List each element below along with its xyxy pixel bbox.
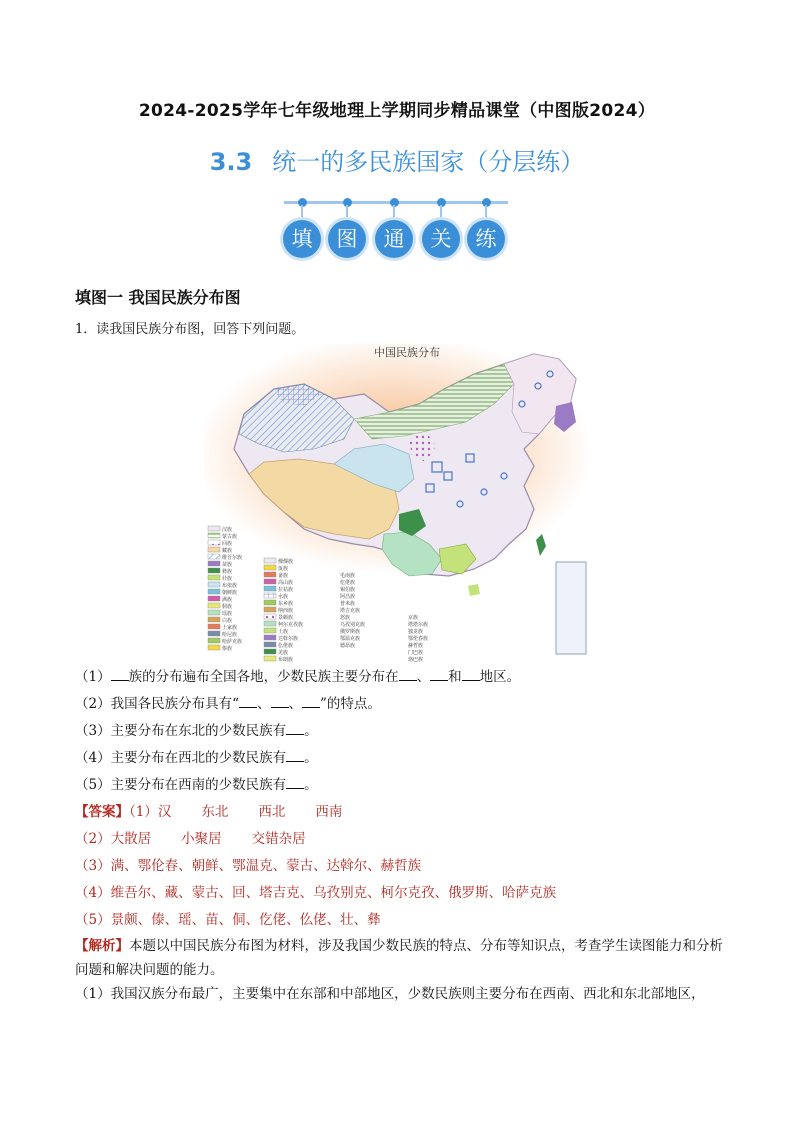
- legend-label: 哈萨克族: [222, 639, 243, 645]
- document-title: 2024-2025学年七年级地理上学期同步精品课堂（中图版2024）: [138, 101, 656, 121]
- question-and-answer-block: [75, 664, 735, 1006]
- legend-label: 赫哲族: [408, 643, 424, 649]
- ethnic-distribution-map: [204, 344, 588, 662]
- q5-text: （5）主要分布在西南的少数民族有: [75, 777, 287, 793]
- answer-value: 交错杂居: [251, 831, 306, 847]
- legend-label: 鄂伦春族: [408, 636, 429, 642]
- answer-value: 西南: [315, 804, 343, 820]
- legend-label: 柯尔克孜族: [278, 622, 304, 628]
- lesson-title: [0, 142, 794, 177]
- banner-stem: [393, 205, 395, 221]
- question-2: [75, 691, 735, 718]
- south-sea-inset: [556, 562, 586, 654]
- legend-label: 鄂温克族: [340, 636, 361, 642]
- q5-end: 。: [304, 777, 318, 793]
- answer-2: [75, 826, 735, 853]
- banner-stem: [440, 205, 442, 221]
- legend-label: 壮族: [222, 576, 233, 582]
- legend-label: 哈尼族: [222, 632, 238, 638]
- legend-label: 塔吉克族: [340, 608, 361, 614]
- answer-blank[interactable]: [239, 695, 257, 708]
- answer-blank[interactable]: [271, 695, 289, 708]
- question-1: [75, 664, 735, 691]
- island-hainan: [468, 584, 480, 596]
- legend-label: 彝族: [222, 569, 233, 575]
- legend-label: 布依族: [222, 583, 238, 589]
- answer-blank[interactable]: [286, 749, 304, 762]
- analysis-paragraph-1: （1）我国汉族分布最广，主要集中在东部和中部地区，少数民族则主要分布在西南、西北和东北部地区，: [75, 986, 705, 1002]
- answer-3: （3）满、鄂伦春、朝鲜、鄂温克、蒙古、达斡尔、赫哲族: [75, 858, 422, 874]
- badge-tu: 图: [328, 220, 366, 258]
- badge-tong: 通: [375, 220, 413, 258]
- question-3: [75, 718, 735, 745]
- legend-label: 傈僳族: [278, 559, 294, 565]
- answer-value: 西北: [258, 804, 286, 820]
- answer-blank[interactable]: [462, 668, 480, 681]
- answer-blank[interactable]: [286, 722, 304, 735]
- question-4: [75, 745, 735, 772]
- q2-sep: 、: [288, 696, 302, 712]
- legend-label: 白族: [222, 618, 233, 624]
- legend-label: 景颇族: [278, 615, 294, 621]
- legend-label: 门巴族: [408, 650, 424, 656]
- legend-label: 高山族: [278, 580, 294, 586]
- q1-end: 地区。: [479, 669, 521, 685]
- legend-label: 傣族: [222, 646, 233, 652]
- legend-label: 毛南族: [340, 573, 356, 579]
- map-title: 中国民族分布: [374, 346, 440, 359]
- analysis: [75, 934, 735, 982]
- legend-label: 蒙古族: [222, 534, 238, 540]
- legend-label: 拉祜族: [278, 587, 294, 593]
- answer-5: （5）景颇、傣、瑶、苗、侗、仡佬、仫佬、壮、彝: [75, 912, 381, 928]
- legend-label: 畲族: [278, 573, 289, 579]
- analysis-label: 【解析】: [75, 938, 129, 954]
- answer-blank[interactable]: [399, 668, 417, 681]
- legend-label: 俄罗斯族: [340, 629, 361, 635]
- legend-label: 塔塔尔族: [408, 622, 429, 628]
- q1-and: 和: [448, 669, 462, 685]
- legend-label: 京族: [408, 615, 419, 621]
- banner-stem: [346, 205, 348, 221]
- legend-label: 藏族: [222, 548, 233, 554]
- q2-end: ”的特点。: [320, 696, 381, 712]
- badge-guan: 关: [422, 220, 460, 258]
- answer-value: 东北: [201, 804, 229, 820]
- answer-2-number: （2）: [75, 831, 111, 847]
- question-5: [75, 772, 735, 799]
- legend-label: 纳西族: [278, 608, 294, 614]
- legend-label: 侗族: [222, 604, 233, 610]
- badge-tian: 填: [283, 220, 321, 258]
- section-heading: 填图一 我国民族分布图: [75, 288, 241, 307]
- legend-label: 东乡族: [278, 601, 294, 607]
- answer-1-number: （1）: [129, 804, 158, 820]
- answer-label: 【答案】: [75, 804, 129, 820]
- legend-label: 土族: [278, 629, 289, 635]
- lesson-name: 统一的多民族国家（分层练）: [272, 148, 585, 176]
- q2-sep: 、: [257, 696, 271, 712]
- legend-label: 珞巴族: [408, 657, 424, 662]
- q1-text: 族的分布遍布全国各地，少数民族主要分布在: [128, 669, 399, 685]
- legend-label: 普米族: [340, 601, 356, 607]
- answer-value: 小聚居: [181, 831, 222, 847]
- legend-label: 达斡尔族: [278, 636, 299, 642]
- q1-sep: 、: [416, 669, 431, 685]
- legend-label: 汉族: [222, 527, 233, 533]
- legend-label: 水族: [278, 594, 289, 600]
- answer-blank[interactable]: [302, 695, 320, 708]
- legend-label: 锡伯族: [340, 587, 356, 593]
- answer-blank[interactable]: [430, 668, 448, 681]
- legend-label: 阿昌族: [340, 594, 356, 600]
- answer-blank[interactable]: [286, 776, 304, 789]
- legend-label: 怒族: [340, 615, 351, 621]
- legend-label: 乌孜别克族: [340, 622, 366, 628]
- banner-stem: [301, 205, 303, 221]
- legend-label: 仡佬族: [340, 580, 356, 586]
- lesson-number: 3.3: [209, 148, 253, 176]
- legend-label: 德昂族: [340, 643, 356, 649]
- q1-number: （1）: [75, 669, 111, 685]
- badge-lian: 练: [467, 220, 505, 258]
- answer-value: 大散居: [110, 831, 152, 847]
- legend-label: 苗族: [222, 562, 233, 568]
- analysis-text: 本题以中国民族分布图为材料，涉及我国少数民族的特点、分布等知识点，考查学生读图能力和分析问题和解决问题的能力。: [75, 938, 723, 978]
- question-stem: 1．读我国民族分布图，回答下列问题。: [75, 322, 305, 337]
- q2-text: （2）我国各民族分布具有“: [75, 696, 239, 712]
- q3-end: 。: [304, 723, 318, 739]
- legend-label: 羌族: [278, 650, 289, 656]
- q4-end: 。: [304, 750, 318, 766]
- legend-label: 瑶族: [222, 611, 233, 617]
- legend-label: 满族: [222, 597, 233, 603]
- legend-label: 回族: [222, 541, 233, 547]
- legend-label: 仫佬族: [278, 643, 294, 649]
- answer-4: （4）维吾尔、藏、蒙古、回、塔吉克、乌孜别克、柯尔克孜、俄罗斯、哈萨克族: [75, 885, 557, 901]
- legend-label: 朝鲜族: [222, 590, 238, 596]
- banner-stem: [485, 205, 487, 221]
- legend-label: 土家族: [222, 625, 238, 631]
- section-banner: [282, 196, 510, 266]
- answer-1: [75, 799, 735, 826]
- q3-text: （3）主要分布在东北的少数民族有: [75, 723, 287, 739]
- legend-label: 独龙族: [408, 629, 424, 635]
- legend-label: 维吾尔族: [222, 555, 243, 561]
- legend-label: 布朗族: [278, 657, 294, 662]
- answer-blank[interactable]: [111, 668, 129, 681]
- legend-label: 佤族: [278, 566, 289, 572]
- answer-value: 汉: [157, 804, 172, 820]
- q4-text: （4）主要分布在西北的少数民族有: [75, 750, 287, 766]
